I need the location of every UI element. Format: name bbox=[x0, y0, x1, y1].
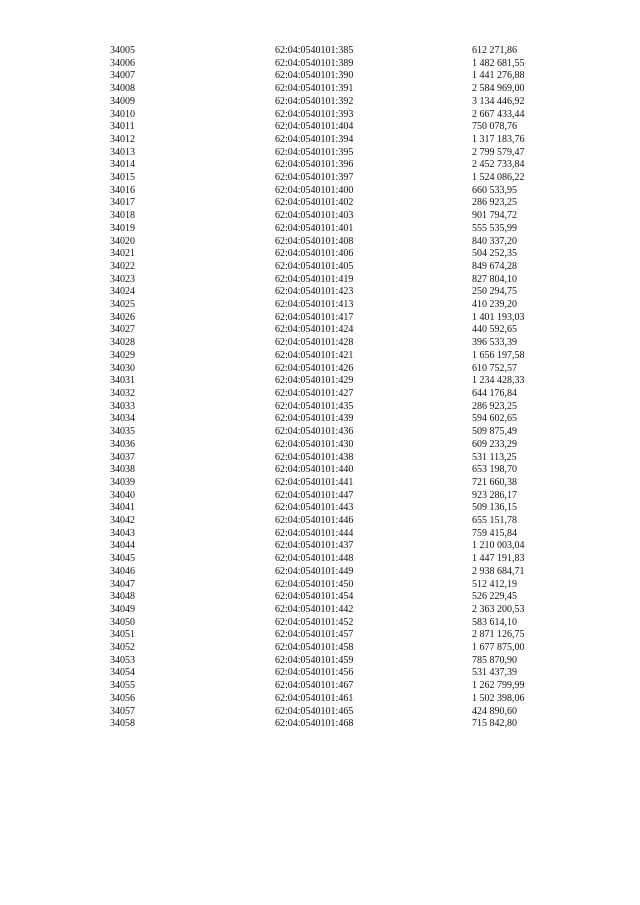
row-number: 34036 bbox=[110, 438, 135, 450]
cadastral-value: 612 271,86 bbox=[472, 45, 517, 56]
cadastral-number: 62:04:0540101:427 bbox=[275, 387, 354, 399]
cadastral-number: 62:04:0540101:465 bbox=[275, 705, 354, 717]
table-row bbox=[110, 464, 572, 477]
cadastral-number: 62:04:0540101:461 bbox=[275, 692, 354, 704]
cadastral-value: 660 533,95 bbox=[472, 184, 517, 196]
table-row bbox=[110, 185, 572, 198]
table-row bbox=[110, 197, 572, 210]
table-row bbox=[110, 388, 572, 401]
cadastral-value: 2 584 969,00 bbox=[472, 83, 525, 95]
table-row bbox=[110, 502, 572, 515]
cadastral-number: 62:04:0540101:440 bbox=[275, 464, 354, 476]
table-row bbox=[110, 528, 572, 541]
row-number: 34012 bbox=[110, 133, 135, 145]
cadastral-number: 62:04:0540101:426 bbox=[275, 362, 354, 374]
table-row bbox=[110, 439, 572, 452]
cadastral-value: 286 923,25 bbox=[472, 197, 517, 209]
cadastral-number: 62:04:0540101:393 bbox=[275, 108, 354, 120]
row-number: 34028 bbox=[110, 337, 135, 349]
row-number: 34022 bbox=[110, 260, 135, 272]
cadastral-value: 1 524 086,22 bbox=[472, 172, 525, 184]
table-row bbox=[110, 363, 572, 376]
row-number: 34041 bbox=[110, 502, 135, 514]
table-row bbox=[110, 159, 572, 172]
cadastral-number: 62:04:0540101:392 bbox=[275, 95, 354, 107]
cadastral-number: 62:04:0540101:390 bbox=[275, 70, 354, 82]
table-row bbox=[110, 147, 572, 160]
row-number: 34057 bbox=[110, 705, 135, 717]
cadastral-value: 609 233,29 bbox=[472, 438, 517, 450]
table-row bbox=[110, 109, 572, 122]
cadastral-number: 62:04:0540101:397 bbox=[275, 172, 354, 184]
cadastral-number: 62:04:0540101:389 bbox=[275, 57, 354, 69]
cadastral-number: 62:04:0540101:454 bbox=[275, 591, 354, 603]
cadastral-value: 840 337,20 bbox=[472, 235, 517, 247]
table-row bbox=[110, 350, 572, 363]
cadastral-number: 62:04:0540101:428 bbox=[275, 337, 354, 349]
cadastral-value: 531 437,39 bbox=[472, 667, 517, 679]
cadastral-value: 2 363 200,53 bbox=[472, 603, 525, 615]
cadastral-value: 827 804,10 bbox=[472, 273, 517, 285]
table-row bbox=[110, 426, 572, 439]
row-number: 34040 bbox=[110, 489, 135, 501]
row-number: 34034 bbox=[110, 413, 135, 425]
cadastral-value: 1 401 193,03 bbox=[472, 311, 525, 323]
cadastral-value: 440 592,65 bbox=[472, 324, 517, 336]
table-row bbox=[110, 540, 572, 553]
cadastral-number: 62:04:0540101:444 bbox=[275, 527, 354, 539]
cadastral-number: 62:04:0540101:458 bbox=[275, 642, 354, 654]
row-number: 34050 bbox=[110, 616, 135, 628]
row-number: 34023 bbox=[110, 273, 135, 285]
row-number: 34043 bbox=[110, 527, 135, 539]
table-row bbox=[110, 236, 572, 249]
row-number: 34045 bbox=[110, 553, 135, 565]
cadastral-number: 62:04:0540101:385 bbox=[275, 45, 354, 56]
row-number: 34047 bbox=[110, 578, 135, 590]
row-number: 34021 bbox=[110, 248, 135, 260]
cadastral-value: 509 136,15 bbox=[472, 502, 517, 514]
cadastral-value: 583 614,10 bbox=[472, 616, 517, 628]
table-row bbox=[110, 667, 572, 680]
cadastral-number: 62:04:0540101:405 bbox=[275, 260, 354, 272]
cadastral-number: 62:04:0540101:430 bbox=[275, 438, 354, 450]
table-row bbox=[110, 312, 572, 325]
cadastral-value: 1 210 003,04 bbox=[472, 540, 525, 552]
row-number: 34049 bbox=[110, 603, 135, 615]
cadastral-value: 410 239,20 bbox=[472, 299, 517, 311]
row-number: 34009 bbox=[110, 95, 135, 107]
cadastral-value: 555 535,99 bbox=[472, 222, 517, 234]
cadastral-number: 62:04:0540101:406 bbox=[275, 248, 354, 260]
table-row bbox=[110, 299, 572, 312]
cadastral-value: 531 113,25 bbox=[472, 451, 517, 463]
row-number: 34055 bbox=[110, 680, 135, 692]
row-number: 34039 bbox=[110, 476, 135, 488]
cadastral-value: 901 794,72 bbox=[472, 210, 517, 222]
table-row bbox=[110, 706, 572, 719]
cadastral-number: 62:04:0540101:446 bbox=[275, 515, 354, 527]
cadastral-number: 62:04:0540101:437 bbox=[275, 540, 354, 552]
cadastral-value: 526 229,45 bbox=[472, 591, 517, 603]
cadastral-value: 849 674,28 bbox=[472, 260, 517, 272]
cadastral-number: 62:04:0540101:424 bbox=[275, 324, 354, 336]
row-number: 34025 bbox=[110, 299, 135, 311]
cadastral-number: 62:04:0540101:442 bbox=[275, 603, 354, 615]
cadastral-number: 62:04:0540101:438 bbox=[275, 451, 354, 463]
cadastral-value: 509 875,49 bbox=[472, 426, 517, 438]
table-row bbox=[110, 591, 572, 604]
cadastral-value: 1 502 398,06 bbox=[472, 692, 525, 704]
row-number: 34037 bbox=[110, 451, 135, 463]
table-row bbox=[110, 223, 572, 236]
cadastral-value: 1 317 183,76 bbox=[472, 133, 525, 145]
row-number: 34013 bbox=[110, 146, 135, 158]
cadastral-value-table bbox=[110, 45, 572, 731]
cadastral-number: 62:04:0540101:467 bbox=[275, 680, 354, 692]
table-row bbox=[110, 579, 572, 592]
cadastral-value: 1 447 191,83 bbox=[472, 553, 525, 565]
table-row bbox=[110, 375, 572, 388]
table-row bbox=[110, 680, 572, 693]
row-number: 34016 bbox=[110, 184, 135, 196]
row-number: 34054 bbox=[110, 667, 135, 679]
table-row bbox=[110, 693, 572, 706]
cadastral-value: 286 923,25 bbox=[472, 400, 517, 412]
cadastral-number: 62:04:0540101:459 bbox=[275, 654, 354, 666]
cadastral-number: 62:04:0540101:400 bbox=[275, 184, 354, 196]
row-number: 34042 bbox=[110, 515, 135, 527]
table-row bbox=[110, 45, 572, 58]
cadastral-number: 62:04:0540101:456 bbox=[275, 667, 354, 679]
row-number: 34058 bbox=[110, 718, 135, 730]
row-number: 34026 bbox=[110, 311, 135, 323]
table-row bbox=[110, 490, 572, 503]
cadastral-value: 2 938 684,71 bbox=[472, 565, 525, 577]
row-number: 34044 bbox=[110, 540, 135, 552]
cadastral-value: 923 286,17 bbox=[472, 489, 517, 501]
row-number: 34053 bbox=[110, 654, 135, 666]
table-body bbox=[110, 45, 572, 731]
row-number: 34030 bbox=[110, 362, 135, 374]
cadastral-value: 1 234 428,33 bbox=[472, 375, 525, 387]
cadastral-value: 1 482 681,55 bbox=[472, 57, 525, 69]
table-row bbox=[110, 401, 572, 414]
table-row bbox=[110, 261, 572, 274]
cadastral-value: 1 262 799,99 bbox=[472, 680, 525, 692]
cadastral-value: 750 078,76 bbox=[472, 121, 517, 133]
cadastral-number: 62:04:0540101:429 bbox=[275, 375, 354, 387]
table-row bbox=[110, 718, 572, 731]
cadastral-value: 2 871 126,75 bbox=[472, 629, 525, 641]
cadastral-number: 62:04:0540101:391 bbox=[275, 83, 354, 95]
row-number: 34051 bbox=[110, 629, 135, 641]
cadastral-number: 62:04:0540101:448 bbox=[275, 553, 354, 565]
table-row bbox=[110, 477, 572, 490]
cadastral-number: 62:04:0540101:468 bbox=[275, 718, 354, 730]
cadastral-value: 424 890,60 bbox=[472, 705, 517, 717]
table-row bbox=[110, 210, 572, 223]
table-row bbox=[110, 83, 572, 96]
row-number: 34029 bbox=[110, 349, 135, 361]
row-number: 34046 bbox=[110, 565, 135, 577]
cadastral-number: 62:04:0540101:452 bbox=[275, 616, 354, 628]
cadastral-value: 1 677 875,00 bbox=[472, 642, 525, 654]
cadastral-number: 62:04:0540101:457 bbox=[275, 629, 354, 641]
cadastral-value: 610 752,57 bbox=[472, 362, 517, 374]
row-number: 34005 bbox=[110, 45, 135, 56]
table-row bbox=[110, 617, 572, 630]
table-row bbox=[110, 58, 572, 71]
cadastral-number: 62:04:0540101:404 bbox=[275, 121, 354, 133]
row-number: 34035 bbox=[110, 426, 135, 438]
table-row bbox=[110, 172, 572, 185]
table-row bbox=[110, 566, 572, 579]
cadastral-value: 655 151,78 bbox=[472, 515, 517, 527]
table-row bbox=[110, 642, 572, 655]
row-number: 34006 bbox=[110, 57, 135, 69]
cadastral-number: 62:04:0540101:403 bbox=[275, 210, 354, 222]
row-number: 34011 bbox=[110, 121, 135, 133]
table-row bbox=[110, 629, 572, 642]
cadastral-value: 644 176,84 bbox=[472, 387, 517, 399]
cadastral-value: 3 134 446,92 bbox=[472, 95, 525, 107]
table-row bbox=[110, 70, 572, 83]
row-number: 34018 bbox=[110, 210, 135, 222]
cadastral-number: 62:04:0540101:443 bbox=[275, 502, 354, 514]
cadastral-number: 62:04:0540101:419 bbox=[275, 273, 354, 285]
row-number: 34019 bbox=[110, 222, 135, 234]
cadastral-number: 62:04:0540101:395 bbox=[275, 146, 354, 158]
row-number: 34032 bbox=[110, 387, 135, 399]
cadastral-number: 62:04:0540101:394 bbox=[275, 133, 354, 145]
cadastral-value: 2 667 433,44 bbox=[472, 108, 525, 120]
cadastral-value: 2 452 733,84 bbox=[472, 159, 525, 171]
row-number: 34048 bbox=[110, 591, 135, 603]
cadastral-value: 1 656 197,58 bbox=[472, 349, 525, 361]
cadastral-number: 62:04:0540101:436 bbox=[275, 426, 354, 438]
cadastral-number: 62:04:0540101:441 bbox=[275, 476, 354, 488]
table-row bbox=[110, 324, 572, 337]
row-number: 34031 bbox=[110, 375, 135, 387]
row-number: 34017 bbox=[110, 197, 135, 209]
row-number: 34027 bbox=[110, 324, 135, 336]
cadastral-value: 1 441 276,88 bbox=[472, 70, 525, 82]
table-row bbox=[110, 604, 572, 617]
cadastral-number: 62:04:0540101:413 bbox=[275, 299, 354, 311]
cadastral-number: 62:04:0540101:423 bbox=[275, 286, 354, 298]
cadastral-value: 512 412,19 bbox=[472, 578, 517, 590]
cadastral-number: 62:04:0540101:402 bbox=[275, 197, 354, 209]
table-row bbox=[110, 515, 572, 528]
row-number: 34024 bbox=[110, 286, 135, 298]
cadastral-number: 62:04:0540101:401 bbox=[275, 222, 354, 234]
table-row bbox=[110, 121, 572, 134]
cadastral-value: 721 660,38 bbox=[472, 476, 517, 488]
cadastral-value: 250 294,75 bbox=[472, 286, 517, 298]
row-number: 34015 bbox=[110, 172, 135, 184]
cadastral-value: 653 198,70 bbox=[472, 464, 517, 476]
cadastral-number: 62:04:0540101:447 bbox=[275, 489, 354, 501]
cadastral-value: 759 415,84 bbox=[472, 527, 517, 539]
table-row bbox=[110, 413, 572, 426]
cadastral-number: 62:04:0540101:408 bbox=[275, 235, 354, 247]
table-row bbox=[110, 655, 572, 668]
cadastral-number: 62:04:0540101:449 bbox=[275, 565, 354, 577]
row-number: 34056 bbox=[110, 692, 135, 704]
cadastral-number: 62:04:0540101:450 bbox=[275, 578, 354, 590]
cadastral-value: 715 842,80 bbox=[472, 718, 517, 730]
table-row bbox=[110, 274, 572, 287]
table-row bbox=[110, 286, 572, 299]
row-number: 34033 bbox=[110, 400, 135, 412]
cadastral-number: 62:04:0540101:435 bbox=[275, 400, 354, 412]
row-number: 34038 bbox=[110, 464, 135, 476]
cadastral-value: 2 799 579,47 bbox=[472, 146, 525, 158]
cadastral-number: 62:04:0540101:439 bbox=[275, 413, 354, 425]
row-number: 34008 bbox=[110, 83, 135, 95]
row-number: 34052 bbox=[110, 642, 135, 654]
cadastral-value: 594 602,65 bbox=[472, 413, 517, 425]
row-number: 34014 bbox=[110, 159, 135, 171]
table-row bbox=[110, 452, 572, 465]
row-number: 34007 bbox=[110, 70, 135, 82]
table-row bbox=[110, 96, 572, 109]
table-row bbox=[110, 553, 572, 566]
row-number: 34020 bbox=[110, 235, 135, 247]
cadastral-value: 396 533,39 bbox=[472, 337, 517, 349]
cadastral-value: 785 870,90 bbox=[472, 654, 517, 666]
table-row bbox=[110, 337, 572, 350]
table-row bbox=[110, 134, 572, 147]
row-number: 34010 bbox=[110, 108, 135, 120]
cadastral-value: 504 252,35 bbox=[472, 248, 517, 260]
table-row bbox=[110, 248, 572, 261]
cadastral-number: 62:04:0540101:421 bbox=[275, 349, 354, 361]
cadastral-number: 62:04:0540101:417 bbox=[275, 311, 354, 323]
cadastral-number: 62:04:0540101:396 bbox=[275, 159, 354, 171]
